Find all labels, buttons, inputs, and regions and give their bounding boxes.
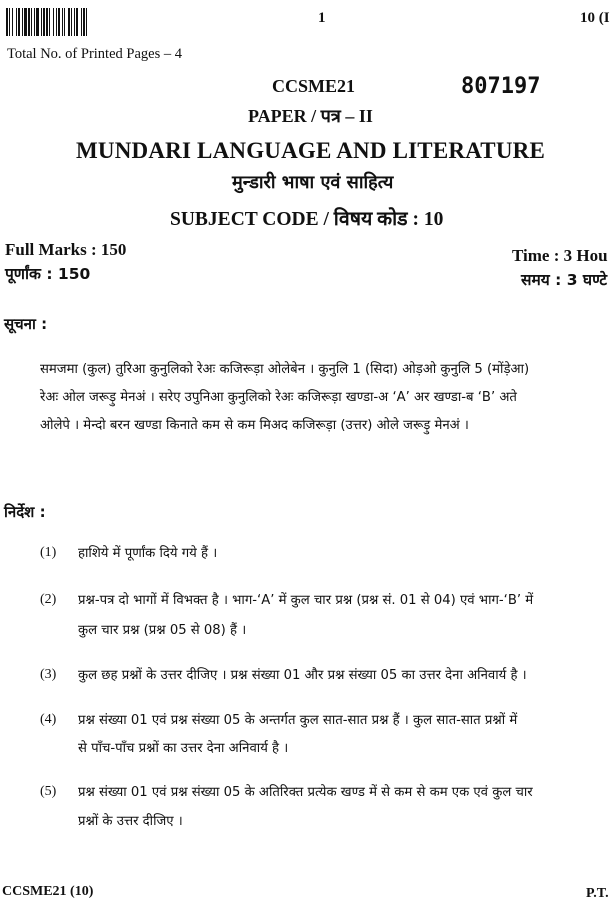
paper-code: CCSME21 <box>272 76 356 96</box>
item-number: (2) <box>40 592 57 607</box>
instruction-line: प्रश्न-पत्र दो भागों में विभक्त है । भाग-‘A’ में कुल चार प्रश्न (प्रश्न सं. 01 से 04) एवं भाग-‘B’ में <box>78 593 534 608</box>
instruction-line: कुल छह प्रश्नों के उत्तर दीजिए । प्रश्न संख्या 01 और प्रश्न संख्या 05 का उत्तर देना अनिवार्य है । <box>78 668 527 683</box>
serial-number: 807197 <box>461 74 541 99</box>
notice-paragraph <box>40 356 614 440</box>
full-marks: Full Marks : 150 <box>5 240 127 259</box>
subject-title-hindi: मुन्डारी भाषा एवं साहित्य <box>232 172 394 193</box>
item-number: (4) <box>40 712 57 727</box>
full-marks-hindi: पूर्णांक : 150 <box>5 265 91 283</box>
barcode <box>6 8 121 36</box>
page-number: 1 <box>318 10 326 26</box>
instruction-line: प्रश्न संख्या 01 एवं प्रश्न संख्या 05 के अन्तर्गत कुल सात-सात प्रश्न हैं । कुल सात-सात प्रश्नों में <box>78 713 518 728</box>
notice-heading: सूचना : <box>4 315 48 333</box>
printed-pages: Total No. of Printed Pages – 4 <box>7 46 182 62</box>
top-right-code: 10 (I <box>580 10 610 26</box>
please-turn-over: P.T. <box>586 886 609 901</box>
instruction-line: कुल चार प्रश्न (प्रश्न 05 से 08) हैं । <box>78 623 247 638</box>
footer-code: CCSME21 (10) <box>2 884 94 899</box>
notice-line: ओलेपे । मेन्दो बरन खण्डा किनाते कम से कम मिअद कजिरूड़ा (उत्तर) ओले जरूड़ु मेनअं । <box>40 418 469 433</box>
item-number: (3) <box>40 667 57 682</box>
time: Time : 3 Hou <box>512 246 608 265</box>
subject-title: MUNDARI LANGUAGE AND LITERATURE <box>76 138 546 163</box>
instructions-heading: निर्देश : <box>4 503 46 521</box>
notice-line: समजमा (कुल) तुरिआ कुनुलिको रेअः कजिरूड़ा ओलेबेन । कुनुलि 1 (सिदा) ओड़ओ कुनुलि 5 (मोंड़ेआ) <box>40 362 530 377</box>
instruction-line: प्रश्नों के उत्तर दीजिए । <box>78 814 183 829</box>
instruction-line: से पाँच-पाँच प्रश्नों का उत्तर देना अनिवार्य है । <box>78 741 289 756</box>
time-hindi: समय : 3 घण्टे <box>521 271 608 289</box>
item-number: (1) <box>40 545 57 560</box>
item-number: (5) <box>40 784 57 799</box>
subject-code: SUBJECT CODE / विषय कोड : 10 <box>170 209 444 230</box>
instruction-line: हाशिये में पूर्णांक दिये गये हैं । <box>78 546 218 561</box>
paper-title: PAPER / पत्र – II <box>248 106 373 126</box>
instruction-line: प्रश्न संख्या 01 एवं प्रश्न संख्या 05 के अतिरिक्त प्रत्येक खण्ड में से कम से कम एक एवं कुल चार <box>78 785 533 800</box>
notice-line: रेअः ओल जरूड़ु मेनअं । सरेए उपुनिआ कुनुलिको रेअः कजिरूड़ा खण्डा-अ ‘A’ अर खण्डा-ब ‘B’ अते <box>40 390 517 405</box>
